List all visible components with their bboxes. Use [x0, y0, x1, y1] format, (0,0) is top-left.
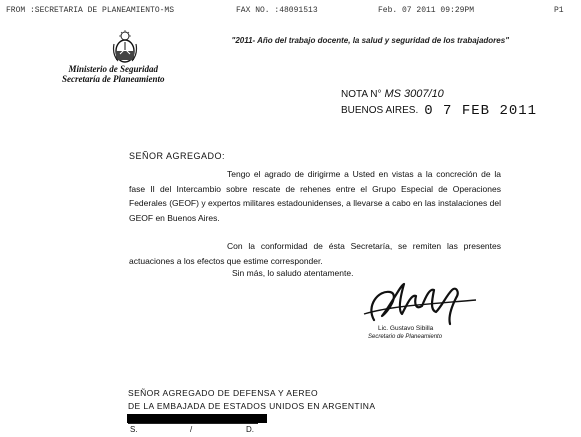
note-label: NOTA N°: [341, 89, 382, 100]
secretariat-label: Secretaría de Planeamiento: [62, 74, 165, 84]
city-date: [341, 103, 537, 119]
signatory-name: Lic. Gustavo Sibilla: [378, 325, 434, 332]
signatory-title: Secretario de Planeamiento: [368, 334, 443, 340]
letterhead-motto: "2011- Año del trabajo docente, la salud y seguridad de los trabajadores": [231, 36, 509, 45]
fax-date: Feb. 07 2011 09:29PM: [378, 6, 475, 15]
closing-line: Sin más, lo saludo atentamente.: [232, 268, 354, 278]
sd-s: S.: [130, 425, 138, 434]
addressee-line-2: DE LA EMBAJADA DE ESTADOS UNIDOS EN ARGENTINA: [128, 401, 376, 411]
sd-slash: /: [190, 425, 193, 434]
handwritten-signature: [360, 276, 480, 328]
redaction-bar: [127, 414, 267, 423]
body-paragraph-2: Con la conformidad de ésta Secretaría, se remiten las presentes actuaciones a los efectos que estime corresponder.: [129, 241, 501, 266]
sd-d: D.: [246, 425, 254, 434]
sd-line: [128, 423, 258, 434]
city-label: BUENOS AIRES.: [341, 105, 419, 116]
fax-number: FAX NO. :48091513: [236, 6, 318, 15]
fax-header: [6, 6, 574, 18]
fax-page: P1: [554, 6, 564, 15]
body-paragraph-1: Tengo el agrado de dirigirme a Usted en vistas a la concreción de la fase II del Intercambio sobre rescate de rehenes entre el Grupo Especial de Operaciones Federales (GEOF) y expertos militares estadounidenses, a llevarse a cabo en las instalaciones del GEOF en Buenos Aires.: [129, 169, 501, 223]
note-number: MS 3007/10: [384, 88, 444, 100]
ministry-label: Ministerio de Seguridad: [68, 64, 158, 74]
date-stamp: 0 7 FEB 2011: [424, 103, 538, 119]
addressee-line-1: SEÑOR AGREGADO DE DEFENSA Y AEREO: [128, 388, 319, 398]
ministry-name: [62, 64, 165, 84]
argentina-coat-of-arms-icon: [112, 30, 138, 64]
note-reference: [341, 88, 444, 100]
salutation: SEÑOR AGREGADO:: [129, 151, 226, 161]
fax-from: FROM :SECRETARIA DE PLANEAMIENTO-MS: [6, 6, 175, 15]
